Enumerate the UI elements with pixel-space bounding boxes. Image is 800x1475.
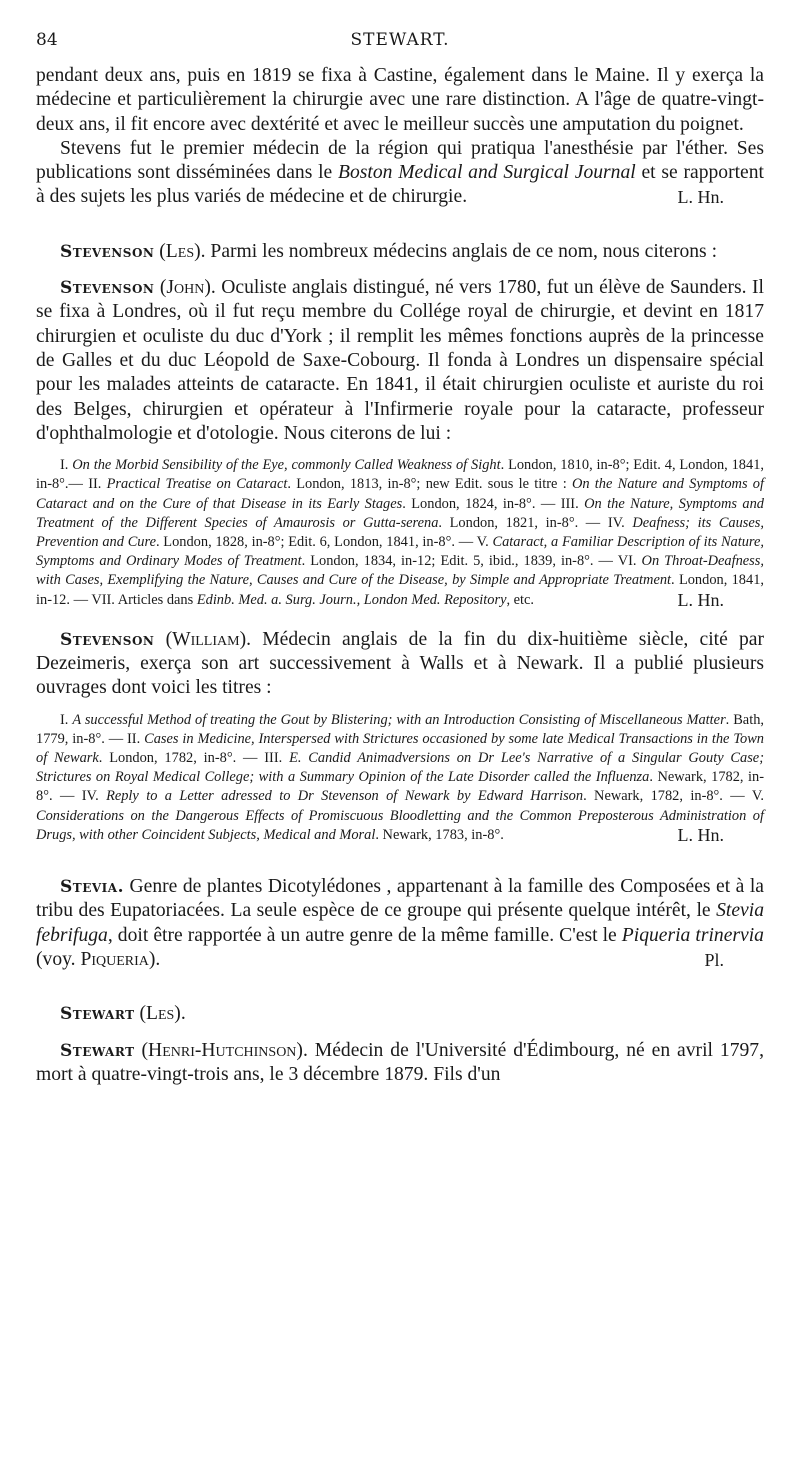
entry-qualifier: (Henri-Hutchinson). (134, 1039, 308, 1061)
running-head (36, 26, 764, 56)
entry-stevenson-william: Stevenson (William). Médecin anglais de la fin du dix-huitième siècle, cité par Dezeimeris, exerça son art successivement à Walls et à Newark. Il a publié plusieurs ouvrages dont voici les titres : (36, 628, 765, 699)
headword: Stevenson (60, 241, 155, 262)
headword: Stewart (60, 1040, 135, 1061)
journal-title: Boston Medical and Surgical Journal (338, 162, 636, 184)
species-name: Stevia febrifuga (36, 900, 764, 946)
entry-qualifier: (Les). (154, 240, 206, 262)
running-title: STEWART. (350, 30, 450, 50)
entry-stewart-henri: Stewart (Henri-Hutchinson). Médecin de l'Université d'Édimbourg, né en avril 1797, mort à quatre-vingt-trois ans, le 3 décembre 1879. Fils d'un (36, 1039, 764, 1085)
author-signature: L. Hn. (677, 589, 724, 610)
author-signature: L. Hn. (677, 824, 724, 845)
entry-stewart-les (36, 1002, 764, 1026)
author-signature: L. Hn. (677, 187, 724, 208)
entry-qualifier: (Les). (134, 1003, 186, 1025)
headword: Stevenson (60, 278, 155, 299)
entry-qualifier: (John). (154, 277, 216, 299)
entry-stevenson-john: Stevenson (John). Oculiste anglais distingué, né vers 1780, fut un élève de Saunders. Il se fixa à Londres, où il fut reçu membre du Collége royal de chirurgie, et devint en 1817 chirurgien et oculiste du duc d'York ; il remplit les mêmes fonctions auprès de la princesse de Galles et du duc Léopold de Saxe-Cobourg. Il fonda à Londres un dispensaire spécial pour les malades atteints de cataracte. En 1841, il était chirurgien oculiste et auriste du roi des Belges, chirurgien et opérateur à l'Infirmerie royale pour la cataracte, professeur d'ophthalmologie et d'otologie. Nous citerons de lui : (36, 277, 764, 444)
bibliography-william: I. A successful Method of treating the Gout by Blistering; with an Introduction Consisting of Miscellaneous Matter. Bath, 1779, in-8°. — II. Cases in Medicine, Interspersed with Strictures occasioned by some late Medical Transactions in the Town of Newark. London, 1782, in-8°. — III. E. Candid Animadversions on Dr Lee's Narrative of a Singular Gouty Case; Strictures on Royal Medical College; with a Summary Opinion of the Late Disorder called the Influenza. Newark, 1782, in-8°. — IV. Reply to a Letter adressed to Dr Stevenson of Newark by Edward Harrison. Newark, 1782, in-8°. — V. Considerations on the Dangerous Effects of Promiscuous Bloodletting and the Common Preposterous Administration of Drugs, with other Coincident Subjects, Medical and Moral. Newark, 1783, in-8°. L. Hn. (36, 711, 765, 845)
entry-stevia: Stevia. Genre de plantes Dicotylédones , appartenant à la famille des Composées et à la tribu des Eupatoriacées. La seule espèce de ce groupe qui présente quelque intérêt, le Stevia febrifuga, doit être rapportée à un autre genre de la même famille. C'est le Piqueria trinervia (voy. Piqueria). Pl. (36, 875, 764, 972)
headword: Stevia. (60, 877, 125, 898)
headword: Stewart (60, 1004, 135, 1025)
headword: Stevenson (60, 629, 155, 650)
stevens-paragraph-2: Stevens fut le premier médecin de la région qui pratiqua l'anesthésie par l'éther. Ses publications sont disséminées dans le Boston Medical and Surgical Journal et se rapportent à des sujets les plus variés de médecine et de chirurgie. L. Hn. (36, 137, 764, 210)
author-signature: Pl. (704, 949, 724, 970)
bibliography-john: I. On the Morbid Sensibility of the Eye, commonly Called Weakness of Sight. London, 1810, in-8°; Edit. 4, London, 1841, in-8°.— II. Practical Treatise on Cataract. London, 1813, in-8°; new Edit. sous le titre : On the Nature and Symptoms of Cataract and on the Cure of that Disease in its Early Stages. London, 1824, in-8°. — III. On the Nature, Symptoms and Treatment of the Different Species of Amaurosis or Gutta-serena. London, 1821, in-8°. — IV. Deafness; its Causes, Prevention and Cure. London, 1828, in-8°; Edit. 6, London, 1841, in-8°. — V. Cataract, a Familiar Description of its Nature, Symptoms and Ordinary Modes of Treatment. London, 1834, in-12; Edit. 5, ibid., 1839, in-8°. — VI. On Throat-Deafness, with Cases, Exemplifying the Nature, Causes and Cure of the Disease, by Simple and Appropriate Treatment. London, 1841, in-12. — VII. Articles dans Edinb. Med. a. Surg. Journ., London Med. Repository, etc. L. Hn. (36, 457, 764, 610)
page-number: 84 (36, 30, 58, 50)
cross-reference: Piqueria (80, 948, 149, 970)
genus-name: Piqueria trinervia (621, 924, 764, 946)
entry-qualifier: (William). (154, 628, 252, 650)
entry-stevenson-les: Stevenson (Les). Parmi les nombreux médecins anglais de ce nom, nous citerons : (60, 240, 718, 262)
stevens-paragraph-1: pendant deux ans, puis en 1819 se fixa à Castine, également dans le Maine. Il y exerça la médecine et particulièrement la chirurgie avec une rare distinction. A l'âge de quatre-vingt-deux ans, il fit encore avec dextérité et avec le meilleur succès une amputation du poignet. (36, 65, 764, 135)
